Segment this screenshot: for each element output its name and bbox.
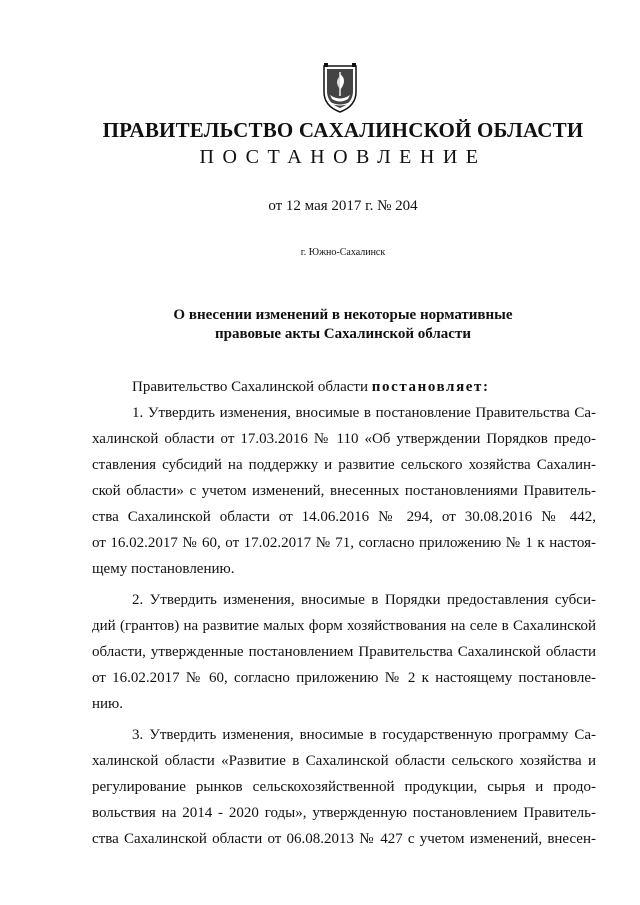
paragraph-line: дий (грантов) на развитие малых форм хозяйствования на селе в Сахалинской [92, 618, 596, 634]
paragraph-line: халинской области от 17.03.2016 № 110 «Об утверждении Порядков предо- [92, 431, 596, 447]
document-subject [0, 306, 640, 344]
document-date-number: от 12 мая 2017 г. № 204 [268, 198, 418, 214]
paragraph-line: ставления субсидий на поддержку и развитие сельского хозяйства Сахалин- [92, 457, 596, 473]
paragraph-line: ства Сахалинской области от 06.08.2013 № 427 с учетом изменений, внесен- [92, 831, 596, 847]
document-type-title: ПОСТАНОВЛЕНИЕ [199, 146, 487, 168]
preamble-text: Правительство Сахалинской области [132, 379, 372, 395]
coat-of-arms-icon [322, 62, 358, 114]
paragraph-line: 2. Утвердить изменения, вносимые в Порядки предоставления субси- [132, 592, 596, 608]
paragraph-line: ства Сахалинской области от 14.06.2016 № 294, от 30.08.2016 № 442, [92, 509, 596, 525]
paragraph-line: халинской области «Развитие в Сахалинской области сельского хозяйства и [92, 753, 596, 769]
paragraph-line: вольствия на 2014 - 2020 годы», утвержденную постановлением Правитель- [92, 805, 596, 821]
paragraph-1 [92, 400, 596, 582]
paragraph-line: регулирование рынков сельскохозяйственной продукции, сырья и продо- [92, 779, 596, 795]
document-body [92, 374, 596, 852]
paragraph-line: нию. [92, 696, 124, 712]
preamble-emphasis: постановляет: [371, 379, 490, 395]
paragraph-2 [92, 587, 596, 717]
subject-line: правовые акты Сахалинской области [215, 326, 471, 342]
subject-line: О внесении изменений в некоторые нормативные [173, 307, 513, 323]
paragraph-3 [92, 722, 596, 852]
paragraph-line: области, утвержденные постановлением Правительства Сахалинской области [92, 644, 596, 660]
paragraph-line: 3. Утвердить изменения, вносимые в государственную программу Са- [132, 727, 596, 743]
paragraph-line: ской области» с учетом изменений, внесенных постановлениями Правитель- [92, 483, 596, 499]
preamble [92, 374, 596, 400]
document-city: г. Южно-Сахалинск [300, 247, 386, 258]
organization-title: ПРАВИТЕЛЬСТВО САХАЛИНСКОЙ ОБЛАСТИ [102, 118, 584, 142]
paragraph-line: щему постановлению. [92, 561, 235, 577]
paragraph-line: 1. Утвердить изменения, вносимые в постановление Правительства Са- [132, 405, 596, 421]
paragraph-line: от 16.02.2017 № 60, согласно приложению № 2 к настоящему постановле- [92, 670, 596, 686]
paragraph-line: от 16.02.2017 № 60, от 17.02.2017 № 71, согласно приложению № 1 к настоя- [92, 535, 596, 551]
